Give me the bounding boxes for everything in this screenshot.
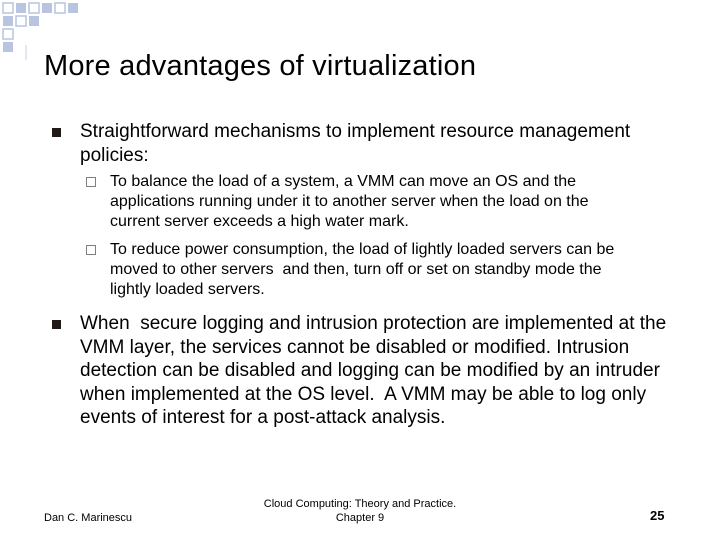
bullet-line: when implemented at the OS level. A VMM may be able to log only — [80, 383, 647, 405]
sub-bullet-line: To balance the load of a system, a VMM can move an OS and the — [110, 173, 577, 190]
hollow-square-bullet-icon — [86, 245, 96, 255]
footer-chapter: Chapter 9 — [335, 512, 385, 524]
bullet-line: When secure logging and intrusion protection are implemented at the — [80, 313, 667, 334]
bullet-line: policies: — [80, 144, 149, 166]
square-bullet-icon — [52, 320, 61, 329]
footer-book-title: Cloud Computing: Theory and Practice. — [263, 498, 457, 510]
slide-title: More advantages of virtualization — [44, 50, 477, 82]
sub-bullet-line: lightly loaded servers. — [110, 281, 265, 298]
bullet-line: events of interest for a post-attack analysis. — [80, 407, 446, 428]
sub-bullet-line: current server exceeds a high water mark. — [110, 213, 409, 230]
page-number: 25 — [650, 508, 665, 523]
bullet-line: Straightforward mechanisms to implement resource management — [80, 121, 631, 142]
sub-bullet-line: To reduce power consumption, the load of lightly loaded servers can be — [110, 241, 615, 258]
bullet-line: VMM layer, the services cannot be disabled or modified. Intrusion — [80, 336, 630, 358]
sub-bullet-line: moved to other servers and then, turn off or set on standby mode the — [110, 261, 602, 278]
square-bullet-icon — [52, 128, 61, 137]
footer-book — [240, 497, 480, 525]
sub-bullet-line: applications running under it to another server when the load on the — [110, 193, 589, 210]
bullet-line: detection can be disabled and logging can be modified by an intruder — [80, 360, 660, 381]
footer-author: Dan C. Marinescu — [44, 512, 133, 524]
hollow-square-bullet-icon — [86, 177, 96, 187]
